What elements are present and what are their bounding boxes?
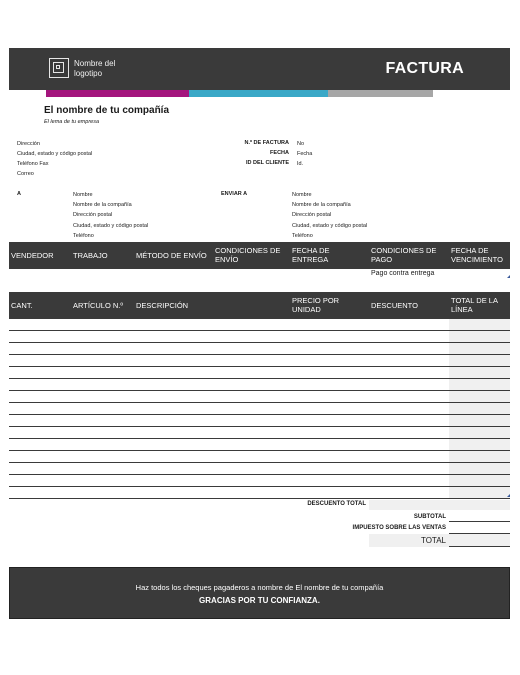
total-label: TOTAL — [420, 536, 446, 545]
ship-to-label: ENVIAR A — [221, 191, 248, 197]
client-id-label: ID DEL CLIENTE — [246, 160, 289, 166]
footer-thanks: GRACIAS POR TU CONFIANZA. — [199, 596, 320, 605]
col-cantidad: CANT. — [11, 301, 33, 310]
total-discount-label: DESCUENTO TOTAL — [307, 501, 366, 507]
company-city: Ciudad, estado y código postal — [17, 151, 93, 157]
accent-stripe-gray — [328, 90, 433, 97]
table-row-divider — [9, 402, 510, 403]
invoice-number-label: N.º DE FACTURA — [244, 140, 289, 146]
table-row-divider — [9, 498, 510, 499]
bill-to-city: Ciudad, estado y código postal — [73, 223, 149, 229]
col-fecha-entrega: FECHA DE ENTREGA — [292, 246, 330, 264]
table-row-divider — [9, 486, 510, 487]
col-precio-unidad: PRECIO POR UNIDAD — [292, 296, 340, 314]
accent-stripe-blue — [189, 90, 328, 97]
table-row-divider — [9, 354, 510, 355]
table-row-divider — [9, 342, 510, 343]
company-name: El nombre de tu compañía — [44, 105, 170, 116]
payment-terms-value[interactable]: Pago contra entrega — [371, 270, 435, 277]
table-row-divider — [9, 366, 510, 367]
col-fecha-vencimiento: FECHA DE VENCIMIENTO — [451, 246, 503, 264]
bill-to-label: A — [17, 191, 21, 197]
tax-value[interactable] — [449, 522, 510, 534]
table-row-divider — [9, 450, 510, 451]
cell-corner-marker — [507, 275, 510, 278]
col-vendedor: VENDEDOR — [11, 251, 54, 260]
invoice-date-label: FECHA — [270, 150, 289, 156]
invoice-number-value: No — [297, 141, 305, 147]
ship-to-name: Nombre — [292, 192, 312, 198]
items-table-header — [9, 292, 510, 319]
col-metodo-envio: MÉTODO DE ENVÍO — [136, 251, 207, 260]
document-title: FACTURA — [385, 60, 464, 77]
bill-to-company: Nombre de la compañía — [73, 202, 132, 208]
client-id-value: Id. — [297, 161, 304, 167]
col-trabajo: TRABAJO — [73, 251, 108, 260]
total-value[interactable] — [449, 534, 510, 547]
table-row-divider — [9, 462, 510, 463]
col-condiciones-pago: CONDICIONES DE PAGO — [371, 246, 437, 264]
table-row-divider — [9, 378, 510, 379]
col-descripcion: DESCRIPCIÓN — [136, 301, 189, 310]
tax-label: IMPUESTO SOBRE LAS VENTAS — [352, 525, 446, 531]
bill-to-address: Dirección postal — [73, 212, 113, 218]
ship-to-city: Ciudad, estado y código postal — [292, 223, 368, 229]
col-condiciones-envio: CONDICIONES DE ENVÍO — [215, 246, 281, 264]
table-row-divider — [9, 390, 510, 391]
subtotal-value[interactable] — [449, 510, 510, 522]
ship-to-address: Dirección postal — [292, 212, 332, 218]
company-email: Correo — [17, 171, 34, 177]
company-motto: El lema de tu empresa — [44, 119, 100, 125]
ship-to-phone: Teléfono — [292, 233, 313, 239]
table-row-divider — [9, 414, 510, 415]
ship-to-company: Nombre de la compañía — [292, 202, 351, 208]
table-row-divider — [9, 438, 510, 439]
footer-payable-note: Haz todos los cheques pagaderos a nombre de El nombre de tu compañía — [135, 583, 384, 592]
table-row-divider — [9, 330, 510, 331]
bill-to-phone: Teléfono — [73, 233, 94, 239]
col-total-linea: TOTAL DE LA LÍNEA — [451, 296, 498, 314]
accent-stripe-magenta — [46, 90, 189, 97]
cell-corner-marker — [507, 494, 510, 497]
subtotal-label: SUBTOTAL — [413, 514, 446, 520]
company-phone-fax: Teléfono Fax — [17, 161, 49, 167]
invoice-header — [9, 48, 510, 90]
col-articulo: ARTÍCULO N.º — [73, 301, 124, 310]
invoice-date-value: Fecha — [297, 151, 313, 157]
col-descuento: DESCUENTO — [371, 301, 418, 310]
total-discount-value[interactable] — [369, 500, 510, 510]
logo-placeholder-text: Nombre del logotipo — [74, 59, 116, 78]
logo-icon — [49, 58, 69, 78]
table-row-divider — [9, 474, 510, 475]
shipping-table-header — [9, 242, 510, 269]
line-total-column-shading — [449, 319, 510, 499]
company-address: Dirección — [17, 141, 40, 147]
bill-to-name: Nombre — [73, 192, 93, 198]
total-row — [369, 534, 510, 547]
table-row-divider — [9, 426, 510, 427]
invoice-footer — [9, 567, 510, 619]
